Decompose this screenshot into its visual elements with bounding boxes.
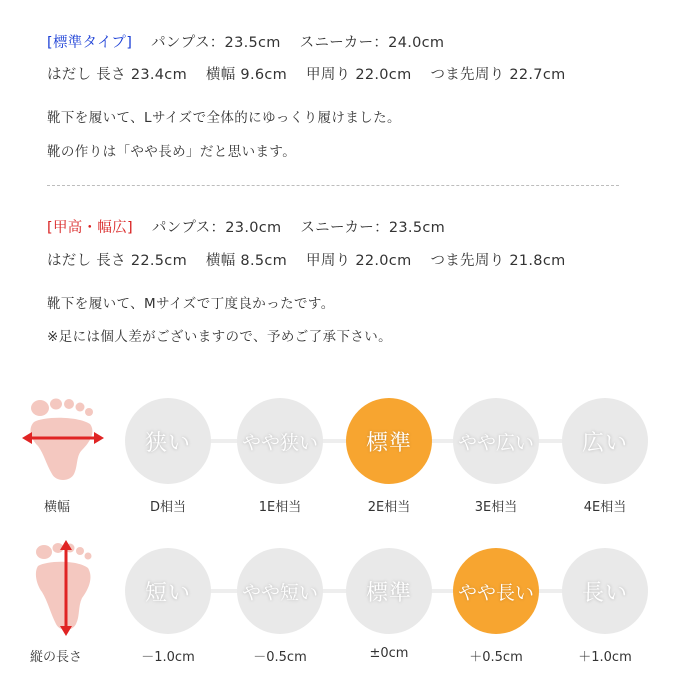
section-divider (47, 185, 619, 186)
foot-width-icon (20, 398, 106, 484)
length-option-standard: 標準 (346, 548, 432, 634)
length-caption-minus-1: －1.0cm (141, 650, 195, 665)
wide-note-1: 靴下を履いて、Mサイズで丁度良かったです。 (47, 296, 335, 312)
standard-note-2: 靴の作りは「やや長め」だと思います。 (47, 144, 297, 160)
wide-note-2: ※足には個人差がございますので、予めご了承下さい。 (47, 329, 393, 345)
width-option-wide: 広い (562, 398, 648, 484)
wide-toe: つま先周り 21.8cm (430, 253, 566, 269)
wide-pumps-size: パンプス：23.0cm (151, 220, 282, 236)
wide-size-line (47, 216, 459, 237)
wide-width: 横幅 8.5cm (205, 253, 288, 269)
standard-note-1: 靴下を履いて、Lサイズで全体的にゆっくり履けました。 (47, 110, 401, 126)
foot-length-icon (26, 540, 106, 636)
width-caption-2e: 2E相当 (367, 500, 411, 515)
standard-barefoot-length: はだし 長さ 23.4cm (47, 67, 187, 83)
width-caption-3e: 3E相当 (474, 500, 518, 515)
width-scale (0, 398, 680, 515)
standard-measure-line (47, 63, 580, 84)
wide-barefoot-length: はだし 長さ 22.5cm (47, 253, 187, 269)
wide-instep: 甲周り 22.0cm (306, 253, 412, 269)
length-caption-minus-05: －0.5cm (253, 650, 307, 665)
width-scale-label: 横幅 (44, 500, 71, 515)
width-option-slightly-narrow: やや狭い (237, 398, 323, 484)
standard-size-line (47, 31, 458, 52)
length-option-slightly-long: やや長い (453, 548, 539, 634)
standard-toe: つま先周り 22.7cm (430, 67, 566, 83)
standard-instep: 甲周り 22.0cm (306, 67, 412, 83)
width-caption-4e: 4E相当 (583, 500, 627, 515)
wide-measure-line (47, 249, 580, 270)
length-scale-label: 縦の長さ (30, 650, 83, 665)
length-caption-plus-05: ＋0.5cm (469, 650, 523, 665)
standard-sneaker-size: スニーカー：24.0cm (299, 35, 445, 51)
wide-type-tag: [甲高・幅広] (47, 220, 133, 236)
length-caption-zero: ±0cm (369, 646, 409, 661)
standard-width: 横幅 9.6cm (205, 67, 288, 83)
wide-sneaker-size: スニーカー：23.5cm (300, 220, 446, 236)
standard-type-tag: [標準タイプ] (47, 35, 133, 51)
width-caption-d: D相当 (149, 500, 186, 515)
length-option-slightly-short: やや短い (237, 548, 323, 634)
length-option-short: 短い (125, 548, 211, 634)
width-option-slightly-wide: やや広い (453, 398, 539, 484)
width-option-narrow: 狭い (125, 398, 211, 484)
width-option-standard: 標準 (346, 398, 432, 484)
standard-pumps-size: パンプス：23.5cm (151, 35, 281, 51)
width-caption-1e: 1E相当 (258, 500, 302, 515)
length-caption-plus-1: ＋1.0cm (578, 650, 632, 665)
length-option-long: 長い (562, 548, 648, 634)
length-scale (0, 548, 680, 665)
